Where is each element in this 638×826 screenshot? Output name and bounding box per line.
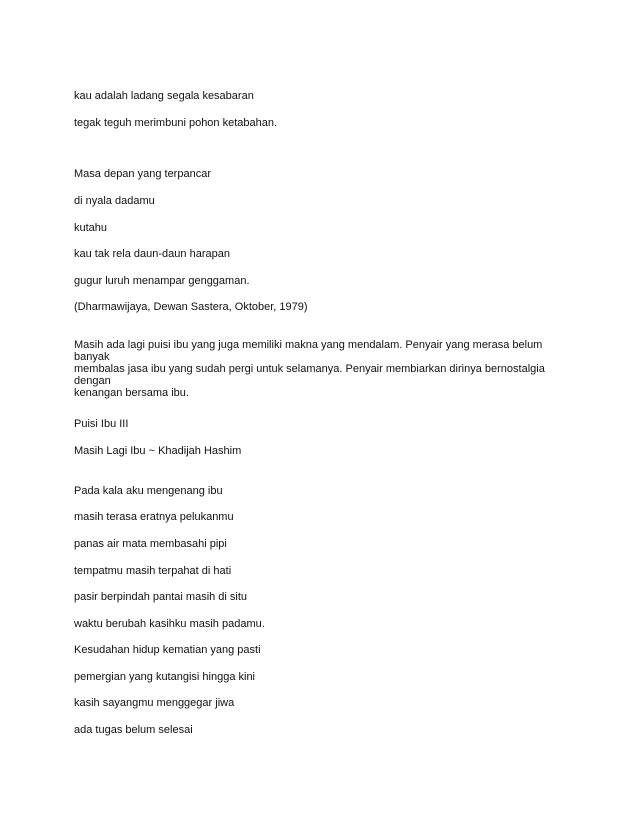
- prose-paragraph: [74, 339, 566, 399]
- prose-line: membalas jasa ibu yang sudah pergi untuk selamanya. Penyair membiarkan dirinya bernostalgia dengan: [74, 363, 545, 387]
- text-line: kau tak rela daun-daun harapan: [74, 248, 230, 260]
- poem-line: waktu berubah kasihku masih padamu.: [74, 618, 265, 630]
- text-line: kau adalah ladang segala kesabaran: [74, 90, 254, 102]
- poem-title: Masih Lagi Ibu ~ Khadijah Hashim: [74, 445, 242, 457]
- prose-line: Masih ada lagi puisi ibu yang juga memiliki makna yang mendalam. Penyair yang merasa belum banyak: [74, 339, 543, 363]
- text-line: Masa depan yang terpancar: [74, 168, 211, 180]
- poem-line: panas air mata membasahi pipi: [74, 538, 227, 550]
- text-line: di nyala dadamu: [74, 195, 155, 207]
- poem-line: pemergian yang kutangisi hingga kini: [74, 671, 256, 683]
- poem-line: pasir berpindah pantai masih di situ: [74, 591, 248, 603]
- poem-line: ada tugas belum selesai: [74, 724, 193, 736]
- text-line: kutahu: [74, 222, 108, 234]
- poem-line: tempatmu masih terpahat di hati: [74, 565, 232, 577]
- text-line: tegak teguh merimbuni pohon ketabahan.: [74, 117, 278, 129]
- poem-line: kasih sayangmu menggegar jiwa: [74, 697, 235, 709]
- poem-line: masih terasa eratnya pelukanmu: [74, 511, 234, 523]
- poem-line: Kesudahan hidup kematian yang pasti: [74, 644, 261, 656]
- citation: (Dharmawijaya, Dewan Sastera, Oktober, 1979): [74, 301, 308, 313]
- poem-line: Pada kala aku mengenang ibu: [74, 485, 223, 497]
- prose-line: kenangan bersama ibu.: [74, 387, 189, 399]
- text-line: gugur luruh menampar genggaman.: [74, 275, 250, 287]
- section-heading: Puisi Ibu III: [74, 418, 129, 430]
